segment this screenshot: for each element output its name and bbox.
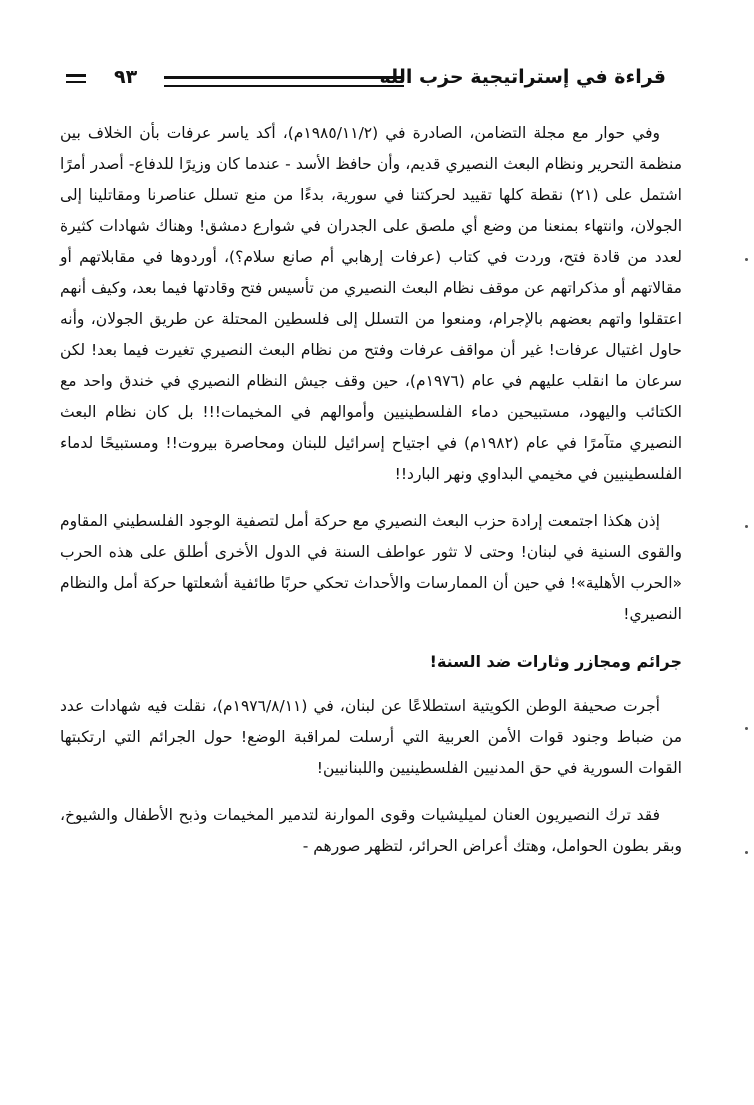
page-body (60, 118, 682, 878)
running-header (66, 62, 666, 98)
header-double-rule (164, 76, 404, 87)
margin-mark (745, 525, 748, 528)
section-heading: جرائم ومجازر وثارات ضد السنة! (429, 652, 682, 671)
page-number-rule-mark (66, 74, 86, 83)
running-header-title: قراءة في إستراتيجية حزب الله (379, 66, 666, 88)
page-number: ٩٣ (114, 66, 138, 88)
paragraph-kuwaiti-newspaper: أجرت صحيفة الوطن الكويتية استطلاعًا عن لبنان، في (١٩٧٦/٨/١١م)، نقلت فيه شهادات عدد من ضباط وجنود قوات الأمن العربية التي أرسلت لمراقبة الوضع! حول الجرائم التي ارتكبتها القوات السورية في حق المدنيين الفلسطينيين واللبنانيين! (60, 697, 682, 777)
paragraph-arafat-testimony: وفي حوار مع مجلة التضامن، الصادرة في (١٩٨٥/١١/٢م)، أكد ياسر عرفات بأن الخلاف بين منظمة التحرير ونظام البعث النصيري قديم، وأن حافظ الأسد - عندما كان وزيرًا للدفاع- أصدر أمرًا اشتمل على (٢١) نقطة كلها تقييد لحركتنا في سورية، بدءًا من منع تسلل عناصرنا ومقاتلينا إلى الجولان، وانتهاء بمنعنا من وضع أي ملصق على الجدران في شوارع دمشق! وهناك شهادات كثيرة لعدد من قادة فتح، وردت في كتاب (عرفات إرهابي أم صانع سلام؟)، أوردوها في مقابلاتهم أو مقالاتهم أو مذكراتهم عن موقف نظام البعث النصيري من تأسيس فتح وقادتها فيما بعد، وكيف أنهم اعتقلوا واتهم بعضهم بالإجرام، ومنعوا من التسلل إلى فلسطين المحتلة عن طريق الجولان، وأنه حاول اغتيال عرفات! غير أن مواقف عرفات وفتح من نظام البعث النصيري تغيرت فيما بعد! لكن سرعان ما انقلب عليهم في عام (١٩٧٦م)، حين وقف جيش النظام النصيري في خندق واحد مع الكتائب واليهود، مستبيحين دماء الفلسطينيين وأموالهم في المخيمات!!! بل كان نظام البعث النصيري متآمرًا في عام (١٩٨٢م) في اجتياح إسرائيل للبنان ومحاصرة بيروت!! ومستبيحًا لدماء الفلسطينيين في مخيمي البداوي ونهر البارد!! (60, 124, 682, 483)
paragraph-camp-massacres: فقد ترك النصيريون العنان لميليشيات وقوى الموارنة لتدمير المخيمات وذبح الأطفال والشيوخ، وبقر بطون الحوامل، وهتك أعراض الحرائر، لتظهر صورهم - (60, 806, 682, 855)
margin-mark (745, 727, 748, 730)
paragraph-civil-war-conclusion: إذن هكذا اجتمعت إرادة حزب البعث النصيري مع حركة أمل لتصفية الوجود الفلسطيني المقاوم والقوى السنية في لبنان! وحتى لا تثور عواطف السنة في الدول الأخرى أطلق على هذه الحرب «الحرب الأهلية»! في حين أن الممارسات والأحداث تحكي حربًا طائفية أشعلتها حركة أمل والنظام النصيري! (60, 512, 682, 623)
margin-mark (745, 258, 748, 261)
margin-mark (745, 851, 748, 854)
